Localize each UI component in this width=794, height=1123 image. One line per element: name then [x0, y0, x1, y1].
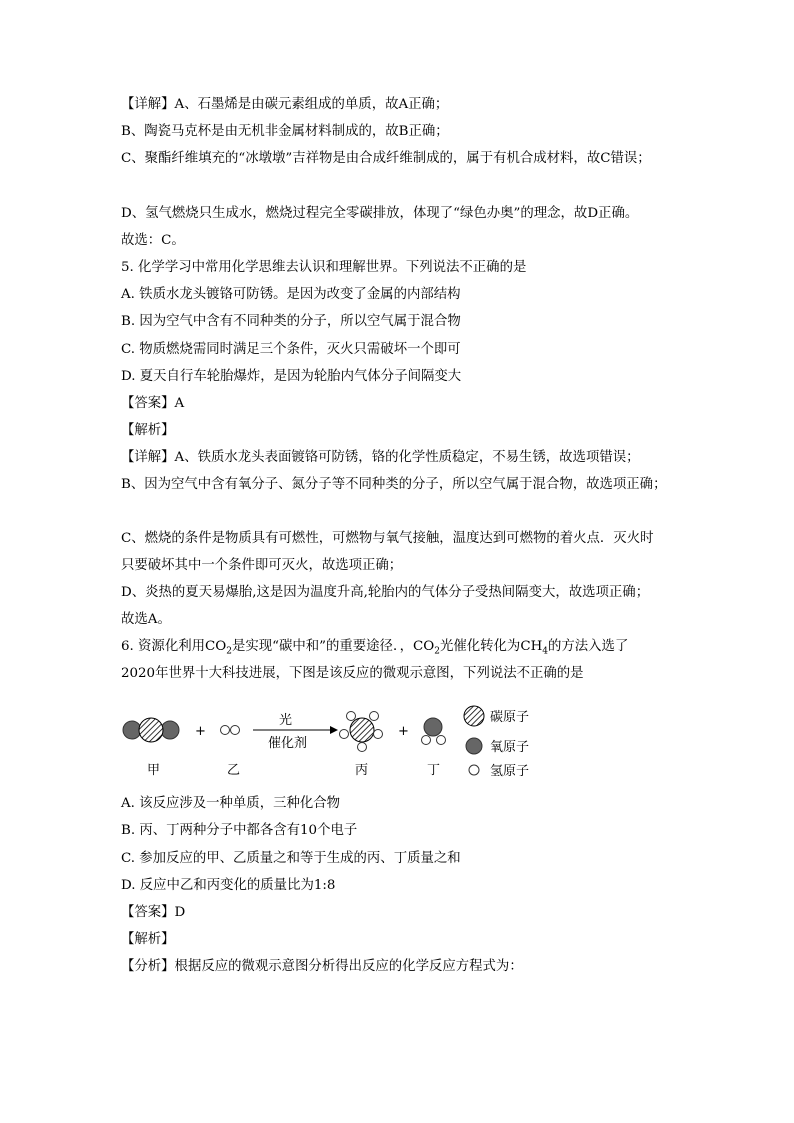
legend-oxygen-icon: [466, 738, 482, 754]
q5-option-d: D. 夏天自行车轮胎爆炸，是因为轮胎内气体分子间隔变大: [121, 369, 462, 384]
hydrogen-atom: [340, 730, 349, 739]
hydrogen-atom: [374, 730, 383, 739]
q6-stem-part-c: 光催化转化为CH: [439, 639, 543, 654]
hydrogen-atom: [221, 726, 230, 735]
carbon-atom: [139, 718, 163, 742]
q6-stem-line-1: [121, 638, 628, 661]
subscript: 2: [226, 646, 232, 657]
molecule-ding-h2o: [422, 718, 446, 745]
q5-analysis-line-1: 【详解】A、铁质水龙头表面镀铬可防锈，铬的化学性质稳定，不易生锈，故选项错误；: [121, 450, 640, 465]
label-ding: 丁: [427, 763, 441, 778]
q5-option-c: C. 物质燃烧需同时满足三个条件，灭火只需破坏一个即可: [121, 342, 461, 357]
q6-stem-part-a: 6. 资源化利用CO: [121, 639, 227, 654]
q5-option-b: B. 因为空气中含有不同种类的分子，所以空气属于混合物: [121, 314, 461, 329]
subscript: 4: [542, 646, 548, 657]
q4-analysis-line-4: D、氢气燃烧只生成水，燃烧过程完全零碳排放，体现了“绿色办奥”的理念，故D正确。: [121, 206, 639, 221]
molecule-bing-ch4: [340, 712, 383, 752]
q6-fenxi: 【分析】根据反应的微观示意图分析得出反应的化学反应方程式为：: [121, 959, 523, 974]
q5-analysis-line-3: C、燃烧的条件是物质具有可燃性，可燃物与氧气接触，温度达到可燃物的着火点．灭火时: [121, 531, 654, 546]
molecule-yi-h2: [221, 726, 240, 735]
carbon-atom: [350, 718, 374, 742]
q5-analysis-line-4: 只要破坏其中一个条件即可灭火，故选项正确；: [121, 558, 403, 573]
legend-carbon-label: 碳原子: [490, 710, 530, 725]
hydrogen-atom: [231, 726, 240, 735]
reaction-micro-diagram: [115, 702, 575, 786]
reaction-condition-light: 光: [279, 713, 293, 728]
legend-oxygen-label: 氧原子: [490, 740, 530, 755]
q5-option-a: A. 铁质水龙头镀铬可防锈。是因为改变了金属的内部结构: [121, 287, 461, 302]
legend-carbon-icon: [464, 706, 484, 726]
molecule-jia-co2: [123, 718, 179, 742]
oxygen-atom: [123, 721, 141, 739]
subscript: 2: [434, 646, 440, 657]
label-yi: 乙: [227, 763, 241, 778]
oxygen-atom: [424, 718, 442, 736]
oxygen-atom: [161, 721, 179, 739]
q6-stem-line-2: 2020年世界十大科技进展，下图是该反应的微观示意图，下列说法不正确的是: [121, 666, 584, 681]
q4-analysis-line-3: C、聚酯纤维填充的“冰墩墩”吉祥物是由合成纤维制成的，属于有机合成材料，故C错误；: [121, 151, 651, 166]
plus-sign-2: +: [398, 724, 409, 739]
q6-option-d: D. 反应中乙和丙变化的质量比为1:8: [121, 878, 336, 893]
q5-answer: 【答案】A: [121, 396, 185, 411]
hydrogen-atom: [358, 743, 367, 752]
q4-answer-choice: 故选：C。: [121, 233, 185, 248]
q5-analysis-line-5: D、炎热的夏天易爆胎,这是因为温度升高,轮胎内的气体分子受热间隔变大，故选项正确；: [121, 585, 650, 600]
q5-stem: 5. 化学学习中常用化学思维去认识和理解世界。下列说法不正确的是: [121, 260, 527, 275]
hydrogen-atom: [422, 736, 431, 745]
legend-hydrogen-icon: [469, 765, 479, 775]
q6-option-b: B. 丙、丁两种分子中都各含有10个电子: [121, 823, 358, 838]
legend: [464, 706, 529, 779]
q5-analysis-line-6: 故选A。: [121, 612, 171, 627]
legend-hydrogen-label: 氢原子: [490, 764, 530, 779]
hydrogen-atom: [370, 712, 379, 721]
label-bing: 丙: [355, 763, 369, 778]
reaction-arrow-icon: [253, 726, 338, 734]
label-jia: 甲: [147, 763, 161, 778]
q6-option-a: A. 该反应涉及一种单质，三种化合物: [121, 796, 341, 811]
q6-stem-part-b: 是实现“碳中和”的重要途径．，CO: [231, 639, 435, 654]
q6-option-c: C. 参加反应的甲、乙质量之和等于生成的丙、丁质量之和: [121, 851, 461, 866]
q6-answer: 【答案】D: [121, 905, 186, 920]
q5-analysis-title: 【解析】: [121, 423, 175, 438]
q6-stem-part-d: 的方法入选了: [548, 639, 629, 654]
q4-analysis-line-1: 【详解】A、石墨烯是由碳元素组成的单质，故A正确；: [121, 97, 449, 112]
q6-analysis-title: 【解析】: [121, 932, 175, 947]
hydrogen-atom: [437, 736, 446, 745]
hydrogen-atom: [347, 712, 356, 721]
q4-analysis-line-2: B、陶瓷马克杯是由无机非金属材料制成的，故B正确；: [121, 124, 449, 139]
plus-sign-1: +: [195, 724, 206, 739]
reaction-condition-catalyst: 催化剂: [268, 736, 308, 751]
q5-analysis-line-2: B、因为空气中含有氧分子、氮分子等不同种类的分子，所以空气属于混合物，故选项正确；: [121, 477, 667, 492]
